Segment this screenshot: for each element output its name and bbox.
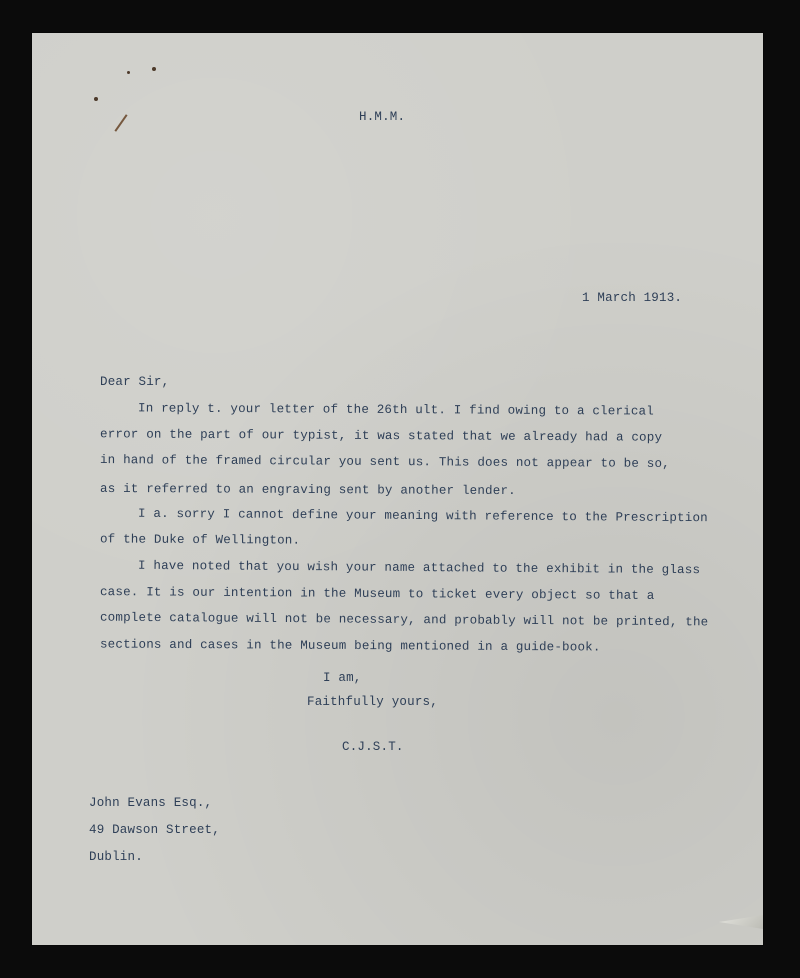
- address-line: John Evans Esq.,: [89, 796, 213, 810]
- body-line: as it referred to an engraving sent by another lender.: [99, 481, 516, 499]
- body-line: error on the part of our typist, it was stated that we already had a copy: [99, 427, 663, 445]
- address-line: 49 Dawson Street,: [89, 823, 220, 837]
- paper-blemish-dot: [127, 71, 130, 74]
- body-line: I have noted that you wish your name attached to the exhibit in the glass: [137, 558, 701, 578]
- body-line: sections and cases in the Museum being mentioned in a guide-book.: [99, 637, 601, 655]
- body-line: case. It is our intention in the Museum to ticket every object so that a: [99, 585, 655, 603]
- letter-sheet: [32, 33, 763, 945]
- signature-initials: C.J.S.T.: [342, 740, 404, 754]
- letter-date: 1 March 1913.: [582, 291, 683, 305]
- paper-blemish-dot: [152, 67, 156, 71]
- address-line: Dublin.: [89, 850, 143, 864]
- closing-line: I am,: [323, 671, 362, 685]
- initials-header: H.M.M.: [359, 110, 406, 124]
- body-line: In reply t. your letter of the 26th ult. I find owing to a clerical: [137, 401, 655, 419]
- salutation: Dear Sir,: [100, 375, 170, 389]
- body-line: complete catalogue will not be necessary, and probably will not be printed, the: [99, 610, 709, 630]
- folded-corner: [719, 915, 763, 929]
- paper-scratch-mark: [114, 114, 127, 132]
- paper-blemish-dot: [94, 97, 98, 101]
- body-line: of the Duke of Wellington.: [99, 532, 301, 548]
- body-line: in hand of the framed circular you sent us. This does not appear to be so,: [99, 453, 670, 471]
- body-line: I a. sorry I cannot define your meaning with reference to the Prescription: [137, 506, 708, 526]
- closing-line: Faithfully yours,: [307, 695, 438, 709]
